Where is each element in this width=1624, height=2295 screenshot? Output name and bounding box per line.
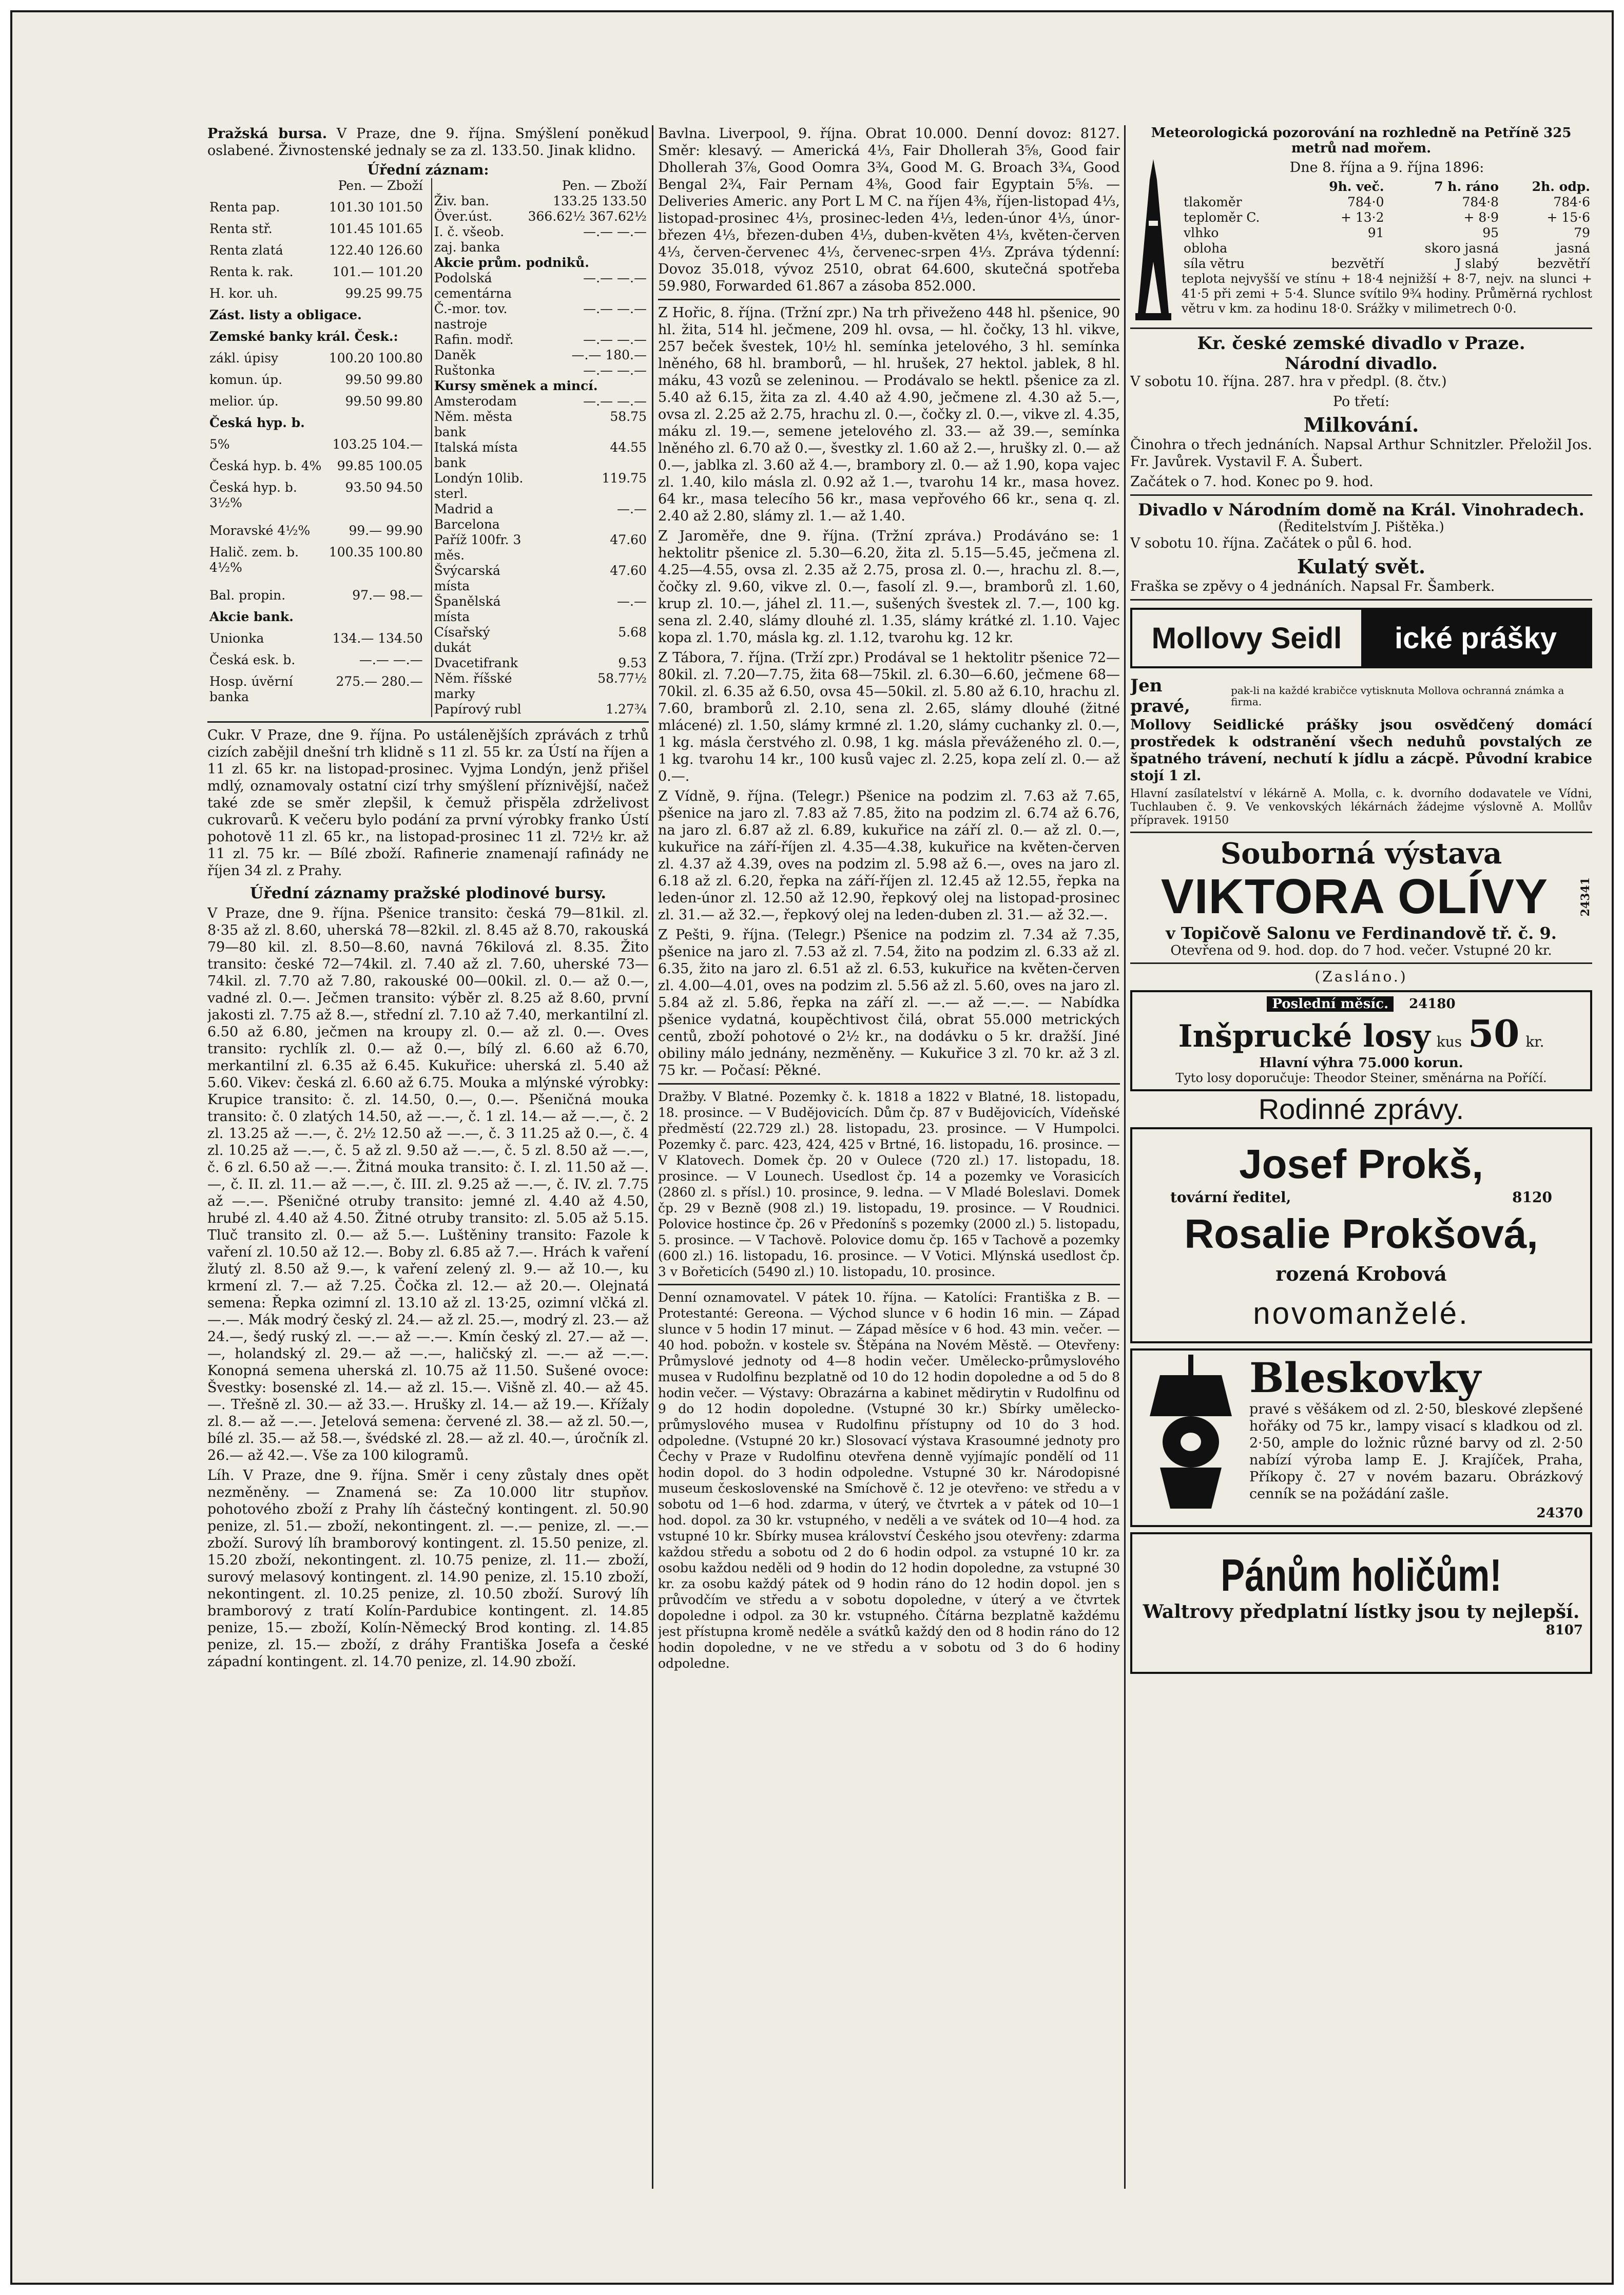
quote-label: Unionka [209, 631, 264, 646]
quote-value: —.— 180.— [571, 348, 647, 362]
cotton-report: Bavlna. Liverpool, 9. října. Obrat 10.000. Denní dovoz: 8127. Směr: klesavý. — Americká 4⅓, Fair Dhollerah 3⅝, Good fair Dhollerah 3⅞, Good Oomra 3¾, Good M. G. Broach 3¾, Good Bengal 2¾, Fair Pernam 4⅜, Good fair Egyptain 5⅝. — Deliveries Americ. any Port L M C. na říjen 4⅜, říjen-listopad 4⅓, listopad-prosinec 4⅓, prosinec-leden 4⅓, leden-únor 4⅓, únor-březen 4⅓, březen-duben 4⅓, duben-květen 4⅓, květen-červen 4⅓, červen-červenec 4⅓, červenec-srpen 4⅓. Zpráva týdenní: Dovoz 35.018, vývoz 2510, obrat 64.600, skutečná spotřeba 59.980, Forwarded 61.867 a zásoba 852.000. [658, 126, 1120, 294]
quote-header: Pen. — Zboží [562, 178, 647, 193]
official-title: Úřední záznam: [367, 162, 489, 178]
olivy-hours: Otevřena od 9. hod. dop. do 7 hod. večer. Vstupné 20 kr. [1170, 943, 1552, 958]
market-report: Z Jaroměře, dne 9. října. (Tržní zpráva.) Prodáváno se: 1 hektolitr pšenice zl. 5.30—6.20, žita zl. 5.15—5.45, ječmena zl. 4.25—4.55, ovsa zl. 2.35 až 2.75, prosa zl. 0.—, hrachu zl. 8.—, čočky zl. 9.60, vikve zl. 0.—, fasolí zl. 9.—, bramborů zl. 1.60, krup zl. 10.—, jáhel zl. 11.—, sušených švestek zl. 7.—, 100 kg. sena zl. 2.40, slámy dlouhé zl. 1.35, slámy krátké zl. 1.10. Vajec kopa zl. 1.70, másla kg. zl. 1.12, tvarohu kg. 12 kr. [658, 528, 1120, 646]
quote-label: Císařský dukát [434, 625, 490, 655]
quote-row [432, 625, 649, 655]
quotes-left [207, 178, 425, 717]
meteo-value: + 13·2 [1340, 210, 1384, 225]
bleskovky-number: 24370 [1536, 1506, 1583, 1521]
quote-row [432, 209, 649, 224]
family-married: novomanželé. [1253, 1296, 1470, 1330]
quote-value: 100.35 100.80 [328, 545, 423, 560]
auctions-report: Dražby. V Blatné. Pozemky č. k. 1818 a 1822 v Blatné, 18. listopadu, 18. prosince. — V Budějovicích. Dům čp. 87 v Budějovicích, Vídeňské předměstí (22.729 zl.) 28. listopadu, 23. prosince. — V Humpolci. Pozemky č. parc. 423, 424, 425 v Brtné, 16. listopadu, 16. prosince. — V Klatovech. Domek čp. 20 v Oulece (720 zl.) 17. listopadu, 18. prosince. — V Lounech. Usedlost čp. 14 a pozemky ve Vorasicích (2860 zl. s přísl.) 10. prosince, 9. ledna. — V Mladé Boleslavi. Domek čp. 29 v Bezně (908 zl.) 19. listopadu, 19. prosince. — V Roudnici. Polovice hostince čp. 26 v Předonínš s pozemky (2000 zl.) 5. listopadu, 5. prosince. — V Tachově. Polovice domu čp. 165 v Tachově a pozemky (600 zl.) 16. listopadu, 16. prosince. — V Votici. Mlýnská usedlost čp. 3 v Bořeticích (5490 zl.) 10. listopadu, 10. prosince. [658, 1089, 1120, 1279]
market-report: Z Tábora, 7. října. (Trží zpr.) Prodával se 1 hektolitr pšenice 72—80kil. zl. 7.20—7.75, žita 68—75kil. zl. 6.30—6.60, ječmene 68—70kil. zl. 6.35 až 6.50, ovsa 45—50kil. zl. 5.80 až 6.10, hrachu zl. 7.60, bramborů zl. 2.10, sena zl. 2.65, slámy dlouhé (žitné mlácené) zl. 1.50, slámy krmné zl. 1.20, slámy cuchanky zl. 0.—, 1 kg. másla čerstvého zl. 0.98, 1 kg. másla převáženého zl. 0.—, 1 kg. tvarohu 14 kr., 100 kusů vajec zl. 2.25, kopa zelí zl. 0.— až 0.—. [658, 650, 1120, 784]
quote-value: 133.25 133.50 [553, 194, 647, 208]
quote-label: Č.-mor. tov. nastroje [434, 301, 508, 332]
lottery-top: Poslední měsíc. [1267, 996, 1394, 1012]
olivy-name: VIKTORA OLÍVY [1161, 869, 1549, 924]
quote-label: Dvacetifrank [434, 655, 518, 670]
quote-value: 366.62½ 367.62½ [528, 209, 647, 224]
quote-label: Česká hyp. b. 4% [209, 458, 322, 473]
quote-label: Amsterodam [434, 394, 517, 409]
quote-label: Česká hyp. b. 3½% [209, 480, 297, 510]
lottery-kus: kus [1436, 1033, 1462, 1050]
quote-label: Hosp. úvěrní banka [209, 674, 293, 704]
meteo-table [1182, 179, 1592, 272]
quote-row [432, 532, 649, 563]
column-announcements [1130, 125, 1592, 2189]
quote-row [207, 243, 425, 264]
family-title: Rodinné zprávy. [1258, 1093, 1464, 1125]
quote-value: 103.25 104.— [332, 437, 423, 452]
quote-label: Zemské banky král. Česk.: [209, 329, 398, 344]
quote-row [207, 545, 425, 588]
quote-label: Paříž 100fr. 3 měs. [434, 532, 521, 563]
quote-row [432, 194, 649, 209]
meteo-value: bezvětří [1331, 256, 1384, 271]
meteo-row [1182, 256, 1592, 272]
theatre-line2: Po třetí: [1332, 394, 1390, 410]
meteo-value: skoro jasná [1424, 241, 1499, 256]
olivy-heading: Souborná výstava [1220, 837, 1502, 871]
meteo-value: 95 [1482, 225, 1499, 240]
quote-row [432, 671, 649, 702]
quote-row [207, 221, 425, 243]
quote-row [432, 301, 649, 332]
theatre-line1: V sobotu 10. října. 287. hra v předpl. (8. čtv.) [1130, 374, 1447, 390]
quote-row [207, 200, 425, 221]
meteo-value: J slabý [1456, 256, 1499, 271]
quote-row [432, 655, 649, 671]
quote-value: —.— —.— [583, 394, 647, 409]
quote-value: —.— [617, 502, 647, 516]
quote-label: Akcie bank. [209, 609, 294, 624]
quote-value: —.— —.— [359, 652, 423, 667]
quote-label: Rafin. modř. [434, 332, 514, 347]
quote-label: Papírový rubl [434, 702, 521, 717]
meteo-row [1182, 210, 1592, 225]
quote-row [432, 394, 649, 409]
vinohrady-play: Kulatý svět. [1297, 555, 1426, 578]
meteo-value: 91 [1367, 225, 1384, 240]
quote-value: 99.25 99.75 [345, 286, 423, 301]
moll-genuine: Jen pravé, [1130, 676, 1190, 717]
quote-label: Över.úst. [434, 209, 493, 224]
quote-label: Moravské 4½% [209, 523, 311, 538]
moll-note: pak-li na každé krabičce vytisknuta Mollova ochranná známka a firma. [1231, 684, 1564, 708]
grain-report: V Praze, dne 9. října. Pšenice transito: česká 79—81kil. zl. 8·35 až zl. 8.60, uherská 78—82kil. zl. 8.45 až 8.70, rakouská 79—80 kil. zl. 8.50—8.60, navná 76kilová zl. 8.35. Žito transito: české 72—74kil. zl. 7.40 až zl. 7.60, uherské 73—74kil. zl. 7.70 až 7.80, rakouské 00—00kil. zl. 0.— až 0.—, vadné zl. 0.—. Ječmen transito: výběr zl. 8.25 až 8.60, první jakosti zl. 7.75 až 8.—, střední zl. 7.10 až 7.40, merkantilní zl. 6.50 až 6.80, ječmen na kroupy zl. 0.— až zl. 0.—. Oves transito: rychlík zl. 0.— až 0.—, bílý zl. 6.60 až 6.70, merkantilní zl. 6.35 až 6.45. Kukuřice: uherská zl. 5.40 až 5.60. Vikev: česká zl. 6.60 až 6.75. Mouka a mlýnské výrobky: Krupice transito: č. zl. 14.50, 0.—, 0.—. Pšeničná mouka transito: č. 0 zlatých 14.50, až —.—, č. 1 zl. 14.— až —.—, č. 2 zl. 13.25 až —.—, č. 2½ 12.50 až —.—, č. 3 11.25 až 0.—, č. 4 zl. 10.25 až —.—, č. 5 až zl. 9.50 až —.—, č. 5 zl. 8.50 až —.—, č. 6 zl. 6.50 až —.—. Žitná mouka transito: č. I. zl. 11.50 až —.—, č. II. zl. 11.— až —.—, č. III. zl. 9.25 až —.—, č. IV. zl. 7.75 až —.—. Pšeničné otruby transito: jemné zl. 4.40 až 4.50, hrubé zl. 4.40 až 4.50. Žitné otruby transito: zl. 5.05 až 5.15. Tluč transito zl. 0.— až 5.—. Luštěniny transito: Fazole k vaření zl. 10.50 až 12.—. Boby zl. 6.85 až 7.—. Hrách k vaření žlutý zl. 8.50 až 9.—, k vaření zelený zl. 9.— až 10.—, ku krmení zl. 7.— až 7.25. Čočka zl. 12.— až 20.—. Olejnatá semena: Řepka ozimní zl. 13.10 až zl. 13·25, ozimní vlčká zl. —.—. Mák modrý český zl. 24.— až zl. 25.—, modrý zl. 23.— až 24.—, šedý ruský zl. —.— až —.—. Kmín český zl. 27.— až —.—, holandský zl. 29.— až —.—, haličský zl. —.— až —.—. Konopná semena uherská zl. 10.75 až 11.50. Sušené ovoce: Švestky: bosenské zl. 14.— až zl. 15.—. Višně zl. 40.— až 45.—. Třešně zl. 30.— až 33.—. Hrušky zl. 14.— až 19.—. Křížaly zl. 8.— až —.—. Jetelová semena: červené zl. 38.— až zl. 50.—, bílé zl. 35.— až 58.—, švédské zl. 28.— až zl. 40.—, úročník zl. 26.— až 42.—. Vše za 100 kilogramů. [207, 905, 649, 1463]
quote-row [207, 329, 425, 351]
zaslano: (Zasláno.) [1314, 968, 1408, 985]
moll-left: Mollovy Seidl [1151, 621, 1342, 655]
quote-row [207, 394, 425, 415]
bourse-title: Pražská bursa. [207, 126, 327, 142]
quote-value: 100.20 100.80 [328, 351, 423, 365]
holici-title: Pánům holičům! [1221, 1550, 1502, 1600]
lottery-price: 50 [1468, 1012, 1520, 1055]
family-notice [1130, 1127, 1592, 1343]
quote-row [207, 437, 425, 458]
market-report: Z Pešti, 9. října. (Telegr.) Pšenice na podzim zl. 7.34 až 7.35, pšenice na jaro zl. 7.53 až zl. 7.54, žito na podzim zl. 6.33 až zl. 6.35, žito na jaro zl. 6.51 až zl. 6.53, kukuřice na květen-červen zl. 4.00—4.01, oves na podzim zl. 5.56 až zl. 5.60, oves na jaro zl. 5.84 až zl. 5.86, řepka na září zl. —.— až —.—. — Nabídka pšenice vydatná, koupěchtivost čilá, obrat 55.000 metrických centů, zboží pohotové o 2½ kr., na dodávku o 5 kr. dražší. Jiné obiliny málo jednány, nezměněny. — Kukuřice 3 zl. 70 kr. až 3 zl. 75 kr. — Počasí: Pěkné. [658, 927, 1120, 1078]
quote-label: I. č. všeob. zaj. banka [434, 224, 505, 255]
quote-row [207, 264, 425, 286]
market-report: Z Hořic, 8. října. (Tržní zpr.) Na trh přiveženo 448 hl. pšenice, 90 hl. žita, 514 hl. ječmene, 209 hl. ovsa, — hl. čočky, 13 hl. vikve, 257 beček švestek, 10½ hl. semínka jetelového, 3 hl. semínka lněného, 68 hl. bramborů, — hl. hrušek, 27 hektol. jablek, 8 hl. máku, 43 vozů se zeleninou. — Prodávalo se hektl. pšenice za zl. 5.40 až 6.15, žita za zl. 4.40 až 4.90, ječmene zl. 4.30 až 5.—, ovsa zl. 2.25 až 2.75, hrachu zl. 0.—, čočky zl. 0.—, vikve zl. 4.35, máku zl. 19.—, semene jetelového zl. 33.— až 39.—, semínka lněného zl. 6.70 až 0.—, švestky zl. 1.60 až 2.—, hrušky zl. 0.— až 0.—, jablka zl. 3.60 až 4.—, brambory zl. 0.— až 1.90, kopa vajec zl. 1.40, kilo másla zl. 0.92 až 1.—, tvarohu 14 kr., masa hovez. 64 kr., masa telecího 56 kr., masa vepřového 66 kr., sena q. zl. 2.40 až 2.80, slámy zl. 1.— až 1.40. [658, 305, 1120, 524]
quote-value: —.— —.— [583, 301, 647, 316]
quote-row [207, 609, 425, 631]
vinohrady-sub: (Ředitelstvím J. Pištěka.) [1278, 519, 1444, 535]
quote-row [432, 224, 649, 255]
quote-label: Madrid a Barcelona [434, 502, 500, 532]
meteo-value: 784·0 [1347, 195, 1384, 209]
meteo-header-row [1182, 179, 1592, 195]
quote-label: Španělská místa [434, 594, 501, 624]
newspaper-page [10, 10, 1614, 2285]
daily-announcer: Denní oznamovatel. V pátek 10. října. — Katolíci: Františka z B. — Protestanté: Gereona. — Východ slunce v 6 hodin 16 min. — Západ slunce v 5 hodin 17 minut. — Západ měsíce v 6 hod. 43 min. večer. — 40 hod. pobožn. v kostele sv. Štěpána na Novém Městě. — Otevřeny: Průmyslové jednoty od 4—8 hodin večer. Umělecko-průmyslového musea v Rudolfinu bezplatně od 10 do 12 hodin dopoledne a od 5 do 8 hodin večer. — Výstavy: Obrazárna a kabinet mědirytin v Rudolfinu od 9 do 12 hodin dopoledne. (Vstupné 30 kr.) Sbírky umělecko-průmyslového musea v Rudolfinu přístupny od 10 do 3 hod. odpoledne. (Vstupné 20 kr.) Slosovací výstava Krasoumné jednoty pro Čechy v Praze v Rudolfinu otevřena denně vyjímajíc pondělí od 11 hodin dopol. do 3 hodin odpoledne. Vstupné 30 kr. Národopisné museum československé na Smíchově č. 12 je otevřeno: ve středu a v sobotu od 1—6 hod. zdarma, v úterý, ve čtvrtek a v pátek od 10—1 hod. dopol. za 30 kr. vstupného, v neděli a ve svátek od 10—4 hod. za vstupné 10 kr. Sbírky musea království Českého jsou otevřeny: zdarma každou středu a sobotu od 2 do 6 hodin odpol. za vstupné 10 kr. za osobu každou neděli od 9 hodin do 12 hodin dopoledne, za vstupné 30 kr. za osobu každý pátek od 9 hodin ráno do 12 hodin dopol. jen s průvodčím ve středu a v sobotu dopoledne, v úterý a ve čtvrtek dopoledne i odpol. za 30 kr. vstupného. Čítárna bezplatně každému jest přístupna kromě neděle a svátků každý den od 8 hodin ráno do 12 hodin dopoledne, v ne ve středu a v sobotu od 3 do 6 hodiny odpoledne. [658, 1290, 1120, 1671]
lottery-title: Inšprucké losy [1178, 1018, 1430, 1054]
quote-row [207, 480, 425, 523]
quote-label: Daněk [434, 348, 476, 362]
quote-value: —.— —.— [583, 363, 647, 378]
quote-label: Renta pap. [209, 200, 280, 215]
lottery-win: Hlavní výhra 75.000 korun. [1259, 1055, 1463, 1071]
vinohrady-line: V sobotu 10. října. Začátek o půl 6. hod. [1130, 535, 1413, 551]
bleskovky-title: Bleskovky [1249, 1354, 1481, 1402]
meteo-dates: Dne 8. října a 9. října 1896: [1289, 160, 1484, 176]
column-market-reports [207, 125, 649, 2189]
meteo-col-head: 9h. več. [1329, 179, 1384, 194]
quote-row [207, 523, 425, 545]
vinohrady-title: Divadlo v Národním domě na Král. Vinohradech. [1138, 500, 1584, 519]
meteo-row [1182, 241, 1592, 256]
meteo-value: bezvětří [1537, 256, 1590, 271]
quote-label: Renta k. rak. [209, 264, 294, 279]
meteo-value: + 15·6 [1546, 210, 1590, 225]
meteo-row [1182, 195, 1592, 210]
quote-row [207, 307, 425, 329]
quote-row [432, 332, 649, 348]
quote-label: 5% [209, 437, 230, 452]
quote-row [207, 588, 425, 609]
meteo-value: 784·8 [1462, 195, 1499, 209]
vinohrady-desc: Fraška se zpěvy o 4 jednáních. Napsal Fr. Šamberk. [1130, 578, 1495, 594]
quote-row [432, 440, 649, 471]
theatre-desc: Činohra o třech jednáních. Napsal Arthur Schnitzler. Přeložil Jos. Fr. Javůrek. Vystavil F. A. Šubert. [1130, 437, 1592, 470]
quote-row [432, 702, 649, 717]
meteo-col-head: 7 h. ráno [1434, 179, 1499, 194]
meteo-label: vlhko [1184, 225, 1219, 240]
quote-row [432, 563, 649, 594]
quote-label: Něm. města bank [434, 409, 513, 439]
quote-label: komun. úp. [209, 372, 283, 387]
quote-label: Zást. listy a obligace. [209, 307, 362, 322]
quote-label: Ruštonka [434, 363, 495, 378]
meteo-label: tlakoměr [1184, 195, 1242, 209]
quote-value: 44.55 [610, 440, 647, 455]
quotes-table [207, 178, 649, 717]
quote-row [432, 348, 649, 363]
quote-label: Halič. zem. b. 4½% [209, 545, 299, 575]
meteo-label: teploměr C. [1184, 210, 1260, 225]
bourse-intro: V Praze, dne 9. října. Smýšlení poněkud oslabené. Živnostenské jednaly se za zl. 133.50. Jinak klidno. [207, 126, 649, 159]
bourse-paragraph [207, 125, 649, 159]
petrin-tower-icon [1130, 159, 1176, 323]
olivy-place: v Topičově Salonu ve Ferdinandově tř. č. 9. [1166, 923, 1557, 943]
quote-row [432, 502, 649, 532]
sugar-report: Cukr. V Praze, dne 9. října. Po ustálenějších zprávách z trhů cizích zabějil dnešní trh klidně s 11 zl. 55 kr. za Ústí na říjen a 11 zl. 65 kr. na listopad-prosinec. Vyjma Londýn, jenž přišel mdlý, oznamovaly ostatní cizí trhy smýšlení příznivější, načež také zde se směr zlepšil, k čemuž přispěla zdrželivost cukrovarů. K večeru bylo podání za první výrobky franko Ústí pohotově 11 zl. 65 kr., na listopad-prosinec 11 zl. 72½ kr. až 11 zl. 75 kr. — Bílé zboží. Rafinerie znamenají rafinády ne říjen 34 zl. z Prahy. [207, 727, 649, 879]
quote-value: 134.— 134.50 [332, 631, 423, 646]
theatre-play: Milkování. [1303, 413, 1419, 436]
family-name1: Josef Prokš, [1239, 1141, 1483, 1187]
quote-label: Renta stř. [209, 221, 273, 236]
quote-value: 5.68 [618, 625, 647, 640]
quote-label: Kursy směnek a mincí. [434, 378, 598, 393]
grain-title: Úřední záznamy pražské plodinové bursy. [250, 884, 606, 902]
quote-value: 9.53 [618, 655, 647, 670]
quote-row [432, 378, 649, 394]
quote-header-row [432, 178, 649, 194]
quotes-right [431, 178, 649, 717]
moll-depot: Hlavní zasílatelství v lékárně A. Molla, c. k. dvorního dodavatele ve Vídni, Tuchlauben č. 9. Ve venkovských lékárnách žádejme výslovně A. Mollův přípravek. 19150 [1130, 787, 1592, 827]
quote-label: Podolská cementárna [434, 271, 512, 301]
column-divider [1124, 125, 1126, 2189]
quote-label: Italská místa bank [434, 440, 518, 470]
quote-row [432, 363, 649, 378]
quote-value: 97.— 98.— [352, 588, 423, 603]
quote-row [432, 409, 649, 440]
lottery-kr: kr. [1525, 1033, 1544, 1050]
quote-value: 1.27¾ [606, 702, 647, 717]
spirit-report: Líh. V Praze, dne 9. října. Směr i ceny zůstaly dnes opět nezměněny. — Znamená se: Za 10.000 litr stupňov. pohotového zboží z Prahy líh částečný kontingent. zl. 50.90 penize, zl. 51.— zboží, nekontingent. zl. —.— penize, zl. —.— zboží. Surový líh bramborový kontingent. zl. 15.50 penize, zl. 15.20 zboží, nekontingent. zl. 10.75 penize, zl. 11.— zboží, surový melasový kontingent. zl. 14.90 penize, zl. 15.10 zboží, nekontingent. zl. 10.25 penize, zl. 10.50 zboží. Surový líh bramborový z tratí Kolín-Pardubice kontingent. zl. 14.85 penize, 15.— zboží, Kolín-Německý Brod konting. zl. 14.85 penize, zl. 15.— zboží, z dráhy Františka Josefa a české západní kontingent. zl. 14.70 penize, zl. 14.90 zboží. [207, 1468, 649, 1670]
meteo-label: obloha [1184, 241, 1228, 256]
quote-label: H. kor. uh. [209, 286, 278, 301]
quote-label: Švýcarská místa [434, 563, 500, 593]
quote-value: 99.50 99.80 [345, 394, 423, 409]
quote-value: 99.— 99.90 [349, 523, 423, 538]
quote-value: 58.77½ [597, 671, 647, 686]
quote-label: Česká esk. b. [209, 652, 296, 667]
quote-label: Akcie prům. podniků. [434, 255, 589, 270]
moll-banner [1130, 608, 1592, 668]
quote-value: —.— —.— [583, 332, 647, 347]
quote-label: Londýn 10lib. sterl. [434, 471, 524, 501]
quote-row [432, 271, 649, 301]
quote-row [207, 286, 425, 307]
column-divider [652, 125, 653, 2189]
meteo-title: Meteorologická pozorování na rozhledně na Petříně 325 metrů nad mořem. [1151, 125, 1572, 156]
quote-label: Renta zlatá [209, 243, 283, 258]
quote-row [207, 674, 425, 717]
quote-value: 99.50 99.80 [345, 372, 423, 387]
quote-value: 122.40 126.60 [328, 243, 423, 258]
quote-row [207, 351, 425, 372]
bleskovky-text: pravé s věšákem od zl. 2·50, bleskové zlepšené hořáky od 75 kr., lampy visací s kladkou od zl. 2·50, ample do ložnic různé barvy od zl. 2·50 nabízí výroba lamp E. J. Krajíček, Praha, Příkopy č. 27 v novém bazaru. Obrázkový cenník se na požádání zašle. [1249, 1401, 1583, 1502]
quote-value: —.— —.— [583, 224, 647, 239]
quote-row [432, 471, 649, 502]
family-number: 8120 [1512, 1189, 1552, 1206]
bleskovky-ad [1130, 1348, 1592, 1527]
theatre-title: Kr. české zemské divadlo v Praze. [1197, 333, 1525, 354]
quote-value: 99.85 100.05 [337, 458, 423, 473]
market-report: Z Vídně, 9. října. (Telegr.) Pšenice na podzim zl. 7.63 až 7.65, pšenice na jaro zl. 7.83 až 7.85, žito na podzim zl. 6.74 až 6.76, na jaro zl. 6.87 až zl. 6.89, kukuřice na září zl. 0.— až zl. 0.—, kukuřice na září-říjen zl. 4.35—4.38, kukuřice na květen-červen zl. 4.37 až 4.39, oves na podzim zl. 5.98 až 6.—, oves na jaro zl. 6.18 až zl. 6.20, řepka na září-říjen zl. 12.45 až 12.55, řepka na leden-únor zl. 12.50 až 12.90, řepkový olej na listopad-prosinec zl. 31.— až 32.—, řepkový olej na leden-duben zl. 31.— až 32.—. [658, 788, 1120, 923]
lamp-icon [1139, 1355, 1242, 1519]
lottery-number: 24180 [1409, 996, 1456, 1012]
holici-sub: Waltrovy předplatní lístky jsou ty nejlepší. [1143, 1601, 1580, 1623]
quote-value: 93.50 94.50 [345, 480, 423, 495]
quote-row [207, 458, 425, 480]
column-commodity-news [658, 125, 1120, 2189]
quote-label: Česká hyp. b. [209, 415, 305, 430]
moll-right: ické prášky [1361, 610, 1590, 666]
moll-text: Mollovy Seidlické prášky jsou osvědčený domácí prostředek k odstranění všech neduhů povstalých ze špatného trávení, nechutí k jídlu a zácpě. Původní krabice stojí 1 zl. [1130, 717, 1592, 784]
quote-label: Něm. říšské marky [434, 671, 512, 701]
holici-number: 8107 [1545, 1623, 1583, 1638]
quote-value: 101.— 101.20 [332, 264, 423, 279]
quote-value: 119.75 [602, 471, 647, 486]
quote-value: 101.30 101.50 [328, 200, 423, 215]
quote-label: zákl. úpisy [209, 351, 279, 365]
quote-label: Živ. ban. [434, 194, 490, 208]
meteo-value: 784·6 [1553, 195, 1590, 209]
quote-label: Bal. propin. [209, 588, 286, 603]
meteo-value: 79 [1574, 225, 1590, 240]
quote-value: 275.— 280.— [336, 674, 423, 689]
quote-row [432, 255, 649, 271]
lottery-recommend: Tyto losy doporučuje: Theodor Steiner, směnárna na Poříčí. [1175, 1071, 1547, 1085]
quote-value: 58.75 [610, 409, 647, 424]
theatre-subtitle: Národní divadlo. [1285, 354, 1438, 373]
quote-value: —.— —.— [583, 271, 647, 285]
meteo-value [1299, 241, 1386, 256]
quote-header: Pen. — Zboží [338, 178, 423, 193]
quote-row [207, 652, 425, 674]
lottery-ad [1130, 990, 1592, 1091]
meteo-note: teplota nejvyšší ve stínu + 18·4 nejnižší + 8·7, nejv. na slunci + 41·5 při zemi + 5·4. Slunce svítilo 9¾ hodiny. Průměrná rychlost větru v km. za hodinu 18·0. Srážky v milimetrech 0·0. [1182, 272, 1592, 316]
quote-value: 47.60 [610, 563, 647, 578]
meteo-label: síla větru [1184, 256, 1245, 271]
quote-value: —.— [617, 594, 647, 609]
quote-row [207, 631, 425, 652]
quote-header-row [207, 178, 425, 200]
quote-row [207, 415, 425, 437]
quote-label: melior. úp. [209, 394, 279, 409]
meteo-value: jasná [1556, 241, 1590, 256]
meteo-col-head: 2h. odp. [1532, 179, 1590, 194]
family-born: rozená Krobová [1275, 1262, 1447, 1285]
quote-row [207, 372, 425, 394]
olivy-number: 24341 [1579, 877, 1592, 917]
quote-row [432, 594, 649, 625]
family-name2: Rosalie Prokšová, [1184, 1211, 1538, 1257]
quote-value: 47.60 [610, 532, 647, 547]
meteo-row [1182, 225, 1592, 241]
quote-value: 101.45 101.65 [328, 221, 423, 236]
family-role: tovární ředitel, [1170, 1189, 1291, 1206]
meteo-value: + 8·9 [1463, 210, 1499, 225]
holici-ad [1130, 1532, 1592, 1674]
theatre-times: Začátek o 7. hod. Konec po 9. hod. [1130, 474, 1374, 490]
